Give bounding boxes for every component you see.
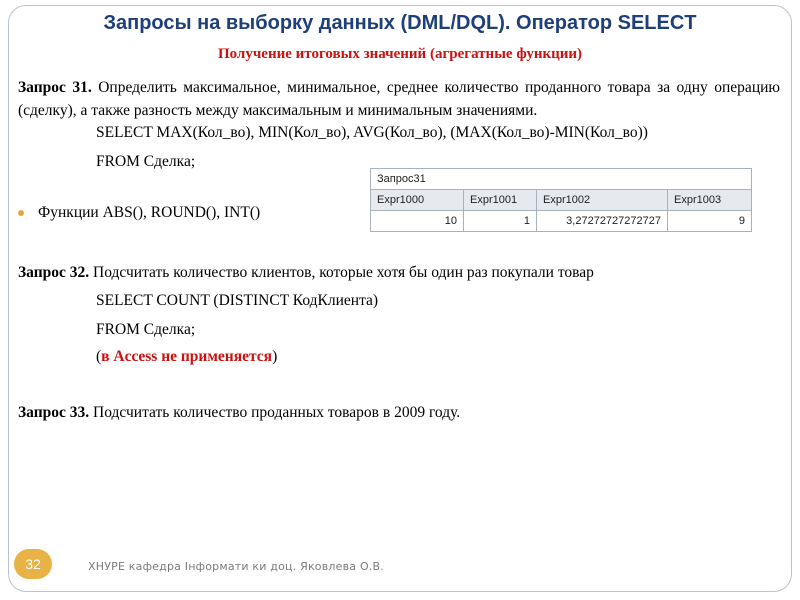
- note-paren-open: (: [96, 348, 102, 365]
- result-cell: 3,27272727272727: [537, 211, 668, 232]
- result-header-cell: Expr1001: [464, 190, 537, 211]
- query-result-table: [370, 168, 752, 232]
- result-header-cell: Expr1000: [371, 190, 464, 211]
- table-row: [371, 211, 752, 232]
- access-note-text: в Access не применяется: [101, 348, 273, 365]
- result-cell: 10: [371, 211, 464, 232]
- bullet-icon: [18, 210, 24, 216]
- query-32-text: Подсчитать количество клиентов, которые хотя бы один раз покупали товар: [89, 264, 594, 281]
- query-32-label: Запрос 32.: [18, 264, 90, 281]
- query-31-paragraph: [18, 76, 780, 122]
- footer-text: ХНУРЕ кафедра Інформати ки доц. Яковлева О.В.: [88, 560, 384, 573]
- query-31-text: Определить максимальное, минимальное, среднее количество проданного товара за одну операцию (сделку), а также разность между максимальным и минимальным значениями.: [18, 79, 780, 119]
- query-31-sql-from: FROM Сделка;: [96, 153, 196, 170]
- functions-bullet-text: Функции ABS(), ROUND(), INT(): [38, 204, 261, 221]
- query-33-text: Подсчитать количество проданных товаров в 2009 году.: [89, 404, 461, 421]
- result-table-caption: Запрос31: [371, 169, 752, 190]
- result-header-cell: Expr1002: [537, 190, 668, 211]
- note-paren-close: ): [272, 348, 278, 365]
- query-32-sql-select: SELECT COUNT (DISTINCT КодКлиента): [96, 292, 379, 309]
- result-cell: 9: [668, 211, 752, 232]
- query-31-label: Запрос 31.: [18, 79, 92, 96]
- access-note: [96, 348, 277, 366]
- result-header-cell: Expr1003: [668, 190, 752, 211]
- query-32-sql-from: FROM Сделка;: [96, 321, 196, 338]
- slide-number-badge: 32: [14, 549, 52, 579]
- slide-title: Запросы на выборку данных (DML/DQL). Оператор SELECT: [103, 12, 697, 34]
- query-33-paragraph: [18, 404, 460, 422]
- query-33-label: Запрос 33.: [18, 404, 90, 421]
- slide-subtitle: Получение итоговых значений (агрегатные функции): [217, 46, 583, 62]
- result-cell: 1: [464, 211, 537, 232]
- query-31-sql-select: SELECT MAX(Кол_во), MIN(Кол_во), AVG(Кол_во), (MAX(Кол_во)-MIN(Кол_во)): [96, 124, 648, 141]
- query-32-paragraph: [18, 264, 594, 282]
